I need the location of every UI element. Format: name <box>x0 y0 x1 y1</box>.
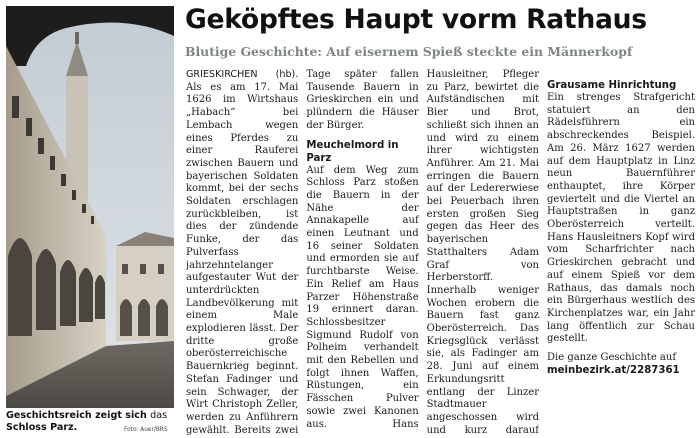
headline: Geköpftes Haupt vorm Rathaus <box>185 4 647 35</box>
subheading-hinrichtung: Grausame Hinrichtung <box>547 80 677 91</box>
dateline: GRIESKIRCHEN (hb). <box>186 69 299 80</box>
paragraph-1-text: Als es am 17. Mai 1626 im Wirtshaus „Habach“ bei Lembach wegen eines Pferdes zu einer Rauferei zwischen Bauern und bayerischen Soldaten kommt, bei der sechs Soldaten erschlagen zurückbleiben, ist dies der zündende Funke, der das Pulverfass jahrzehntelanger aufgestauter Wut der unterdrückten Landbevölkerung mit einem Male explodieren lässt. Der dritte große oberösterreichische Bauernkrieg beginnt. Stefan Fadinger und sein Schwager, der Wirt Christoph Zeller, werden zu Anführern gewählt. Bereits zwei Tage später fallen Tausende Bauern in Grieskirchen ein und plündern die Häuser der Bürger. <box>186 69 419 436</box>
paragraph-2a-text: Auf dem Weg zum Schloss Parz stoßen die Bauern in der Nähe der Annakapelle auf einen Leutnant und 16 seiner Soldaten und ermorden sie auf furchtbarste Weise. Ein Relief am Haus Parzer Höhenstraße 19 erinnert daran. Schlossbesitzer Sigmund Rudolf von Polheim verhandelt mit den Rebellen und folgt ihnen Waffen, Rüstungen, ein Fässchen Pulver sowie zwei Kanonen aus. Hans Hausleitner, Pfleger zu Parz, bewirtet die Aufständischen mit Bier und Brot, schließt sich ihnen an und wird zu einem ihrer wichtigsten Anführer. <box>306 69 539 430</box>
photo-illustration <box>6 6 174 408</box>
caption-plain: das <box>150 410 168 421</box>
paragraph-3-text: Ein strenges Strafgericht statuiert an den Rädelsführern ein abschreckendes Beispiel. Am 26. März 1627 werden auf dem Hauptplatz in Linz neun Bauernführer enthauptet, ihre Körper geviertelt und die Viertel an Hauptstraßen in ganz Oberösterreich verteilt. Hans Hausleitners Kopf wird vom Scharfrichter nach Grieskirchen gebracht und auf einem Spieß vor dem Rathaus, das damals noch ein Bürgerhaus westlich des Kirchenplatzes war, ein Jahr lang öffentlich zur Schau gestellt. <box>547 92 695 345</box>
photo-credit: Foto: Auer/BRS <box>124 427 168 433</box>
subheadline: Blutige Geschichte: Auf eisernem Spieß steckte ein Männerkopf <box>185 44 633 59</box>
article-column-1 <box>186 69 539 438</box>
article-column-4 <box>547 73 695 377</box>
caption-line2: Schloss Parz. <box>6 422 78 433</box>
article-paragraph-3 <box>547 92 695 346</box>
article-link[interactable]: meinbezirk.at/2287361 <box>547 364 680 376</box>
footer-text: Die ganze Geschichte auf <box>547 352 677 364</box>
caption-bold: Geschichtsreich zeigt sich <box>6 410 147 421</box>
photo-schloss-parz <box>6 6 174 408</box>
paragraph-2b-text: Am 21. Mai erringen die Bauern auf der Ledererwiese bei Peuerbach ihren ersten großen Sieg gegen das Heer des bayerischen Statthalters Adam Graf von Herberstorff. Innerhalb weniger Wochen erobern die Bauern fast ganz Oberösterreich. Das Kriegsglück verlässt sie, als Fadinger am 28. Juni auf einem Erkundungsritt entlang der Linzer Stadtmauer angeschossen wird und kurz darauf <box>426 157 539 436</box>
subheading-meuchelmord: Meuchelmord in Parz <box>306 139 399 164</box>
